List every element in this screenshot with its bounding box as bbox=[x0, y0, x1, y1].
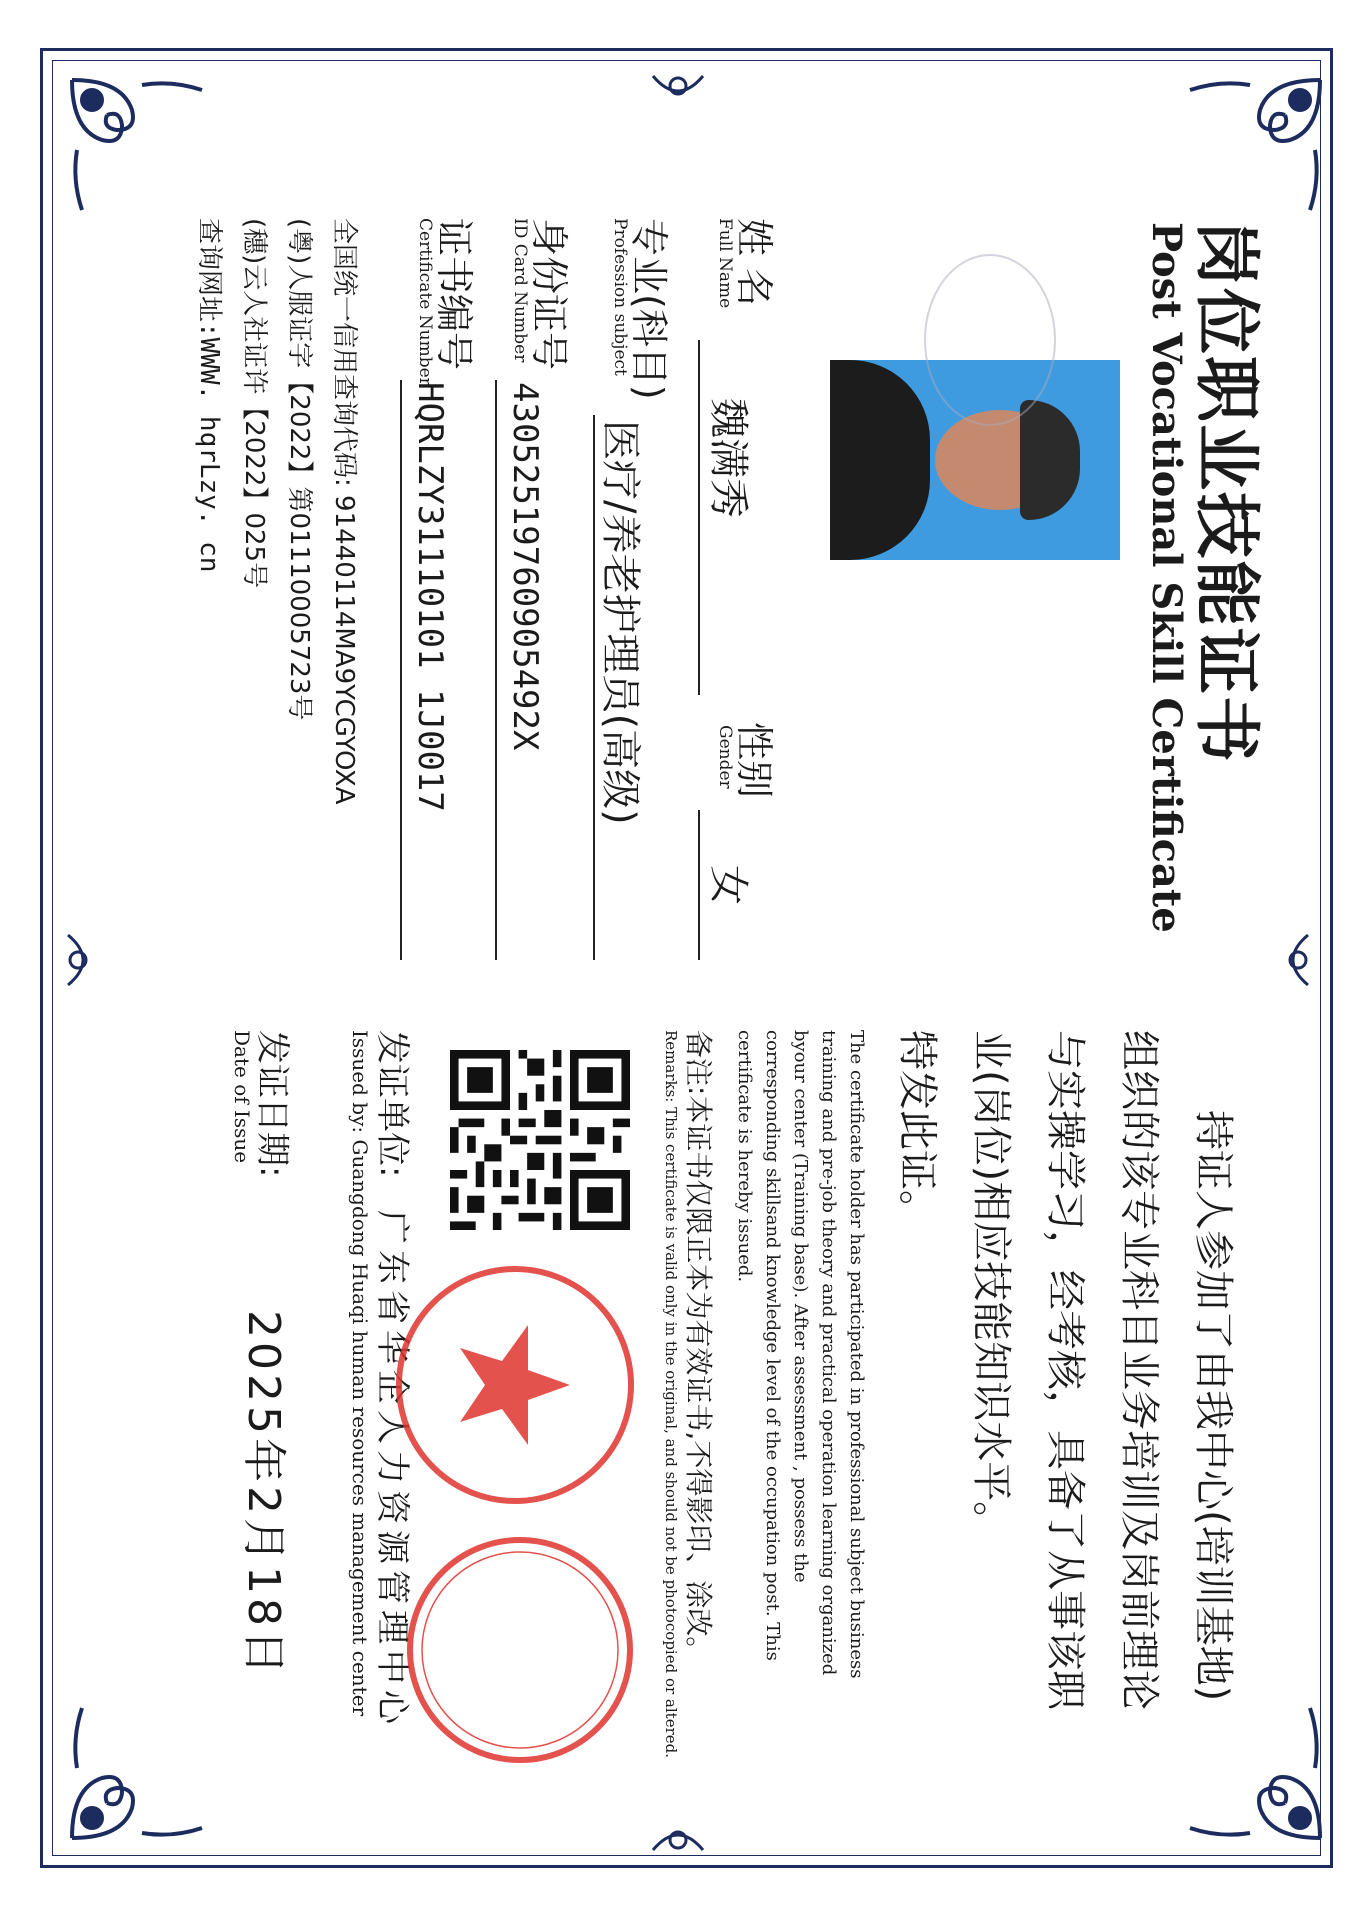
title-en: Post Vocational Skill Certificate bbox=[1143, 222, 1190, 933]
remarks-en: Remarks: This certificate is valid only in the original, and should not be photocopied or altered. bbox=[662, 1030, 680, 1758]
profession-label-en: Profession subject bbox=[610, 218, 630, 376]
gender-value: 女 bbox=[705, 865, 751, 905]
faded-stamp-icon bbox=[920, 250, 1060, 430]
permit-1: (粤)人服证字【2022】第01110005723号 bbox=[284, 218, 314, 721]
name-underline bbox=[698, 340, 700, 695]
name-value: 魏满秀 bbox=[705, 398, 751, 518]
statement-zh-line: 业(岗位)相应技能知识水平。 bbox=[968, 1030, 1014, 1542]
website-link[interactable]: 查询网址:WWW. hqrLzy. cn bbox=[194, 218, 224, 573]
profession-label-zh: 专业(科目) bbox=[627, 218, 671, 400]
name-label-zh: 姓 名 bbox=[732, 218, 776, 307]
edge-ornament-icon bbox=[58, 930, 118, 990]
remarks-zh: 备注:本证书仅限正本为有效证书,不得影印、涂改。 bbox=[682, 1030, 715, 1665]
certificate-seal-icon bbox=[400, 1530, 640, 1770]
official-seal-icon bbox=[390, 1260, 640, 1510]
statement-en-line: certificate is hereby issued. bbox=[734, 1030, 755, 1283]
issue-date-label-en: Date of Issue bbox=[230, 1030, 254, 1164]
gender-label-en: Gender bbox=[715, 725, 735, 789]
issue-date-value: 2025年2月18日 bbox=[238, 1310, 289, 1678]
statement-en-line: training and pre-job theory and practical operation learning organized bbox=[818, 1030, 839, 1676]
statement-zh-line: 持证人参加了由我中心(培训基地) bbox=[1190, 1110, 1236, 1702]
credit-code: 全国统一信用查询代码: 91440114MA9YCGYOXA bbox=[329, 218, 359, 805]
issue-date-label-zh: 发证日期: bbox=[252, 1030, 292, 1178]
issuer-label-zh: 发证单位: bbox=[372, 1030, 412, 1178]
statement-zh-line: 组织的该专业科目业务培训及岗前理论 bbox=[1116, 1030, 1162, 1710]
issuer-name-en: Issued by: Guangdong Huaqi human resources management center bbox=[348, 1030, 372, 1717]
idcard-label-en: ID Card Number bbox=[510, 218, 530, 363]
issuer-name-zh: 广东省华企人力资源管理中心 bbox=[372, 1210, 412, 1730]
edge-ornament-icon bbox=[648, 66, 708, 126]
statement-en bbox=[730, 1030, 870, 1790]
statement-zh bbox=[880, 1030, 1250, 1790]
statement-en-line: byour center (Training base). After assessment , possess the bbox=[790, 1030, 811, 1583]
statement-en-line: corresponding skillsand knowledge level of the occupation post. This bbox=[762, 1030, 783, 1661]
title-zh: 岗位职业技能证书 bbox=[1188, 220, 1265, 764]
idcard-value: 43052519760905492X bbox=[505, 382, 545, 751]
idcard-label-zh: 身份证号 bbox=[527, 218, 571, 371]
statement-zh-line: 与实操学习，经考核，具备了从事该职 bbox=[1042, 1030, 1088, 1710]
statement-en-line: The certificate holder has participated in professional subject business bbox=[846, 1030, 867, 1679]
gender-underline bbox=[698, 810, 700, 960]
name-label-en: Full Name bbox=[715, 218, 735, 309]
profession-value: 医疗/养老护理员(高级) bbox=[597, 420, 643, 825]
statement-zh-line: 特发此证。 bbox=[894, 1030, 940, 1230]
certno-underline bbox=[400, 380, 402, 960]
certno-value: HQRLZY31110101 1J0017 bbox=[410, 382, 450, 812]
certificate-sheet bbox=[110, 130, 1340, 1810]
certno-label-en: Certificate Number bbox=[415, 218, 435, 386]
certno-label-zh: 证书编号 bbox=[432, 218, 476, 371]
permit-2: (穗)云人社证许【2022】025号 bbox=[239, 218, 269, 589]
gender-label-zh: 性别 bbox=[732, 722, 776, 799]
idcard-underline bbox=[495, 380, 497, 960]
qr-code-icon[interactable] bbox=[450, 1050, 630, 1230]
